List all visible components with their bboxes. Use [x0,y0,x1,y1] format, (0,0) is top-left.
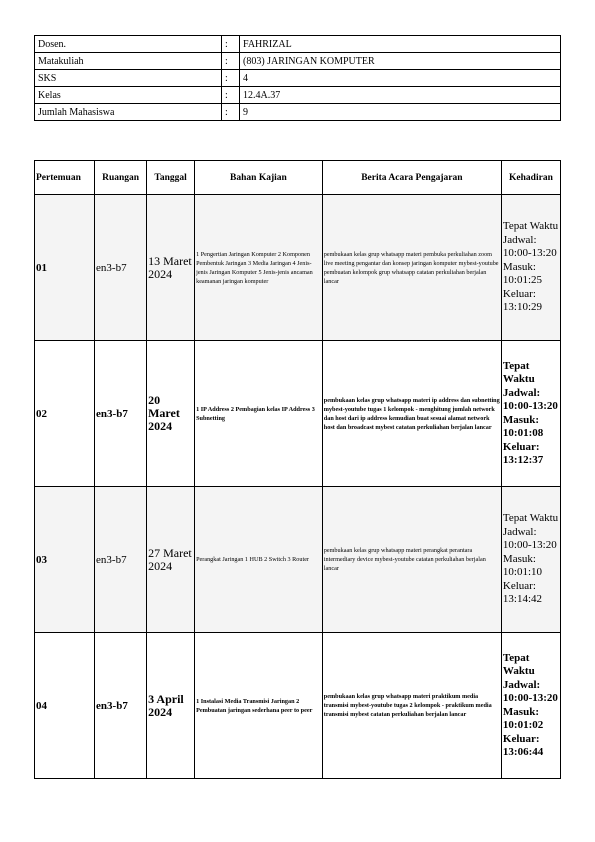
info-value: 4 [240,70,561,87]
header-pertemuan: Pertemuan [35,161,95,195]
teaching-report: pembukaan kelas grup whatsapp materi ip address dan subnetting mybest-youtube tugas 1 kelompok - menghitung jumlah network dan host dari ip address kemudian buat sesuai alamat network host dan broadcast mybest catatan perkuliahan berjalan lancar [322,341,501,487]
date: 27 Maret 2024 [147,487,195,633]
table-row [35,341,561,487]
info-value: 9 [240,104,561,121]
teaching-report: pembukaan kelas grup whatsapp materi perangkat perantara intermediary device mybest-youtube catatan perkuliahan berjalan lancar [322,487,501,633]
info-label: Kelas [35,87,222,104]
table-row [35,195,561,341]
info-label: Matakuliah [35,53,222,70]
room: en3-b7 [95,195,147,341]
header-bahan-kajian: Bahan Kajian [195,161,323,195]
info-label: SKS [35,70,222,87]
attendance: Tepat Waktu Jadwal: 10:00-13:20 Masuk: 10:01:25 Keluar: 13:10:29 [501,195,560,341]
info-value: 12.4A.37 [240,87,561,104]
info-separator: : [222,70,240,87]
meeting-number: 03 [35,487,95,633]
header-kehadiran: Kehadiran [501,161,560,195]
room: en3-b7 [95,487,147,633]
study-material: Perangkat Jaringan 1 HUB 2 Switch 3 Router [195,487,323,633]
meeting-number: 04 [35,633,95,779]
study-material: 1 Pengertian Jaringan Komputer 2 Komponen Pembentuk Jaringan 3 Media Jaringan 4 Jenis-jenis Jaringan Komputer 5 Jenis-jenis ancaman keamanan jaringan komputer [195,195,323,341]
table-row [35,633,561,779]
info-value: FAHRIZAL [240,36,561,53]
date: 20 Maret 2024 [147,341,195,487]
room: en3-b7 [95,341,147,487]
info-value: (803) JARINGAN KOMPUTER [240,53,561,70]
header-ruangan: Ruangan [95,161,147,195]
date: 13 Maret 2024 [147,195,195,341]
table-header-row [35,161,561,195]
teaching-report: pembukaan kelas grup whatsapp materi praktikum media transmisi mybest-youtube tugas 2 kelompok - praktikum media transmisi mybest catatan perkuliahan berjalan lancar [322,633,501,779]
header-tanggal: Tanggal [147,161,195,195]
date: 3 April 2024 [147,633,195,779]
info-row-kelas [35,87,561,104]
meeting-number: 02 [35,341,95,487]
header-berita-acara: Berita Acara Pengajaran [322,161,501,195]
info-row-matakuliah [35,53,561,70]
teaching-report: pembukaan kelas grup whatsapp materi pembuka perkuliahan zoom live meeting pengantar dan konsep jaringan komputer mybest-youtube pembuatan kelompok grup whatsapp catatan perkuliahan berjalan lancar [322,195,501,341]
table-row [35,487,561,633]
info-separator: : [222,87,240,104]
info-separator: : [222,36,240,53]
info-label: Dosen. [35,36,222,53]
attendance: Tepat Waktu Jadwal: 10:00-13:20 Masuk: 10:01:02 Keluar: 13:06:44 [501,633,560,779]
study-material: 1 Instalasi Media Transmisi Jaringan 2 Pembuatan jaringan sederhana peer to peer [195,633,323,779]
info-row-sks [35,70,561,87]
study-material: 1 IP Address 2 Pembagian kelas IP Address 3 Subnetting [195,341,323,487]
info-separator: : [222,104,240,121]
info-row-dosen [35,36,561,53]
meeting-schedule-table [34,160,561,779]
room: en3-b7 [95,633,147,779]
meeting-number: 01 [35,195,95,341]
info-row-jumlah-mahasiswa [35,104,561,121]
attendance: Tepat Waktu Jadwal: 10:00-13:20 Masuk: 10:01:10 Keluar: 13:14:42 [501,487,560,633]
info-label: Jumlah Mahasiswa [35,104,222,121]
attendance: Tepat Waktu Jadwal: 10:00-13:20 Masuk: 10:01:08 Keluar: 13:12:37 [501,341,560,487]
info-separator: : [222,53,240,70]
course-info-table [34,35,561,121]
